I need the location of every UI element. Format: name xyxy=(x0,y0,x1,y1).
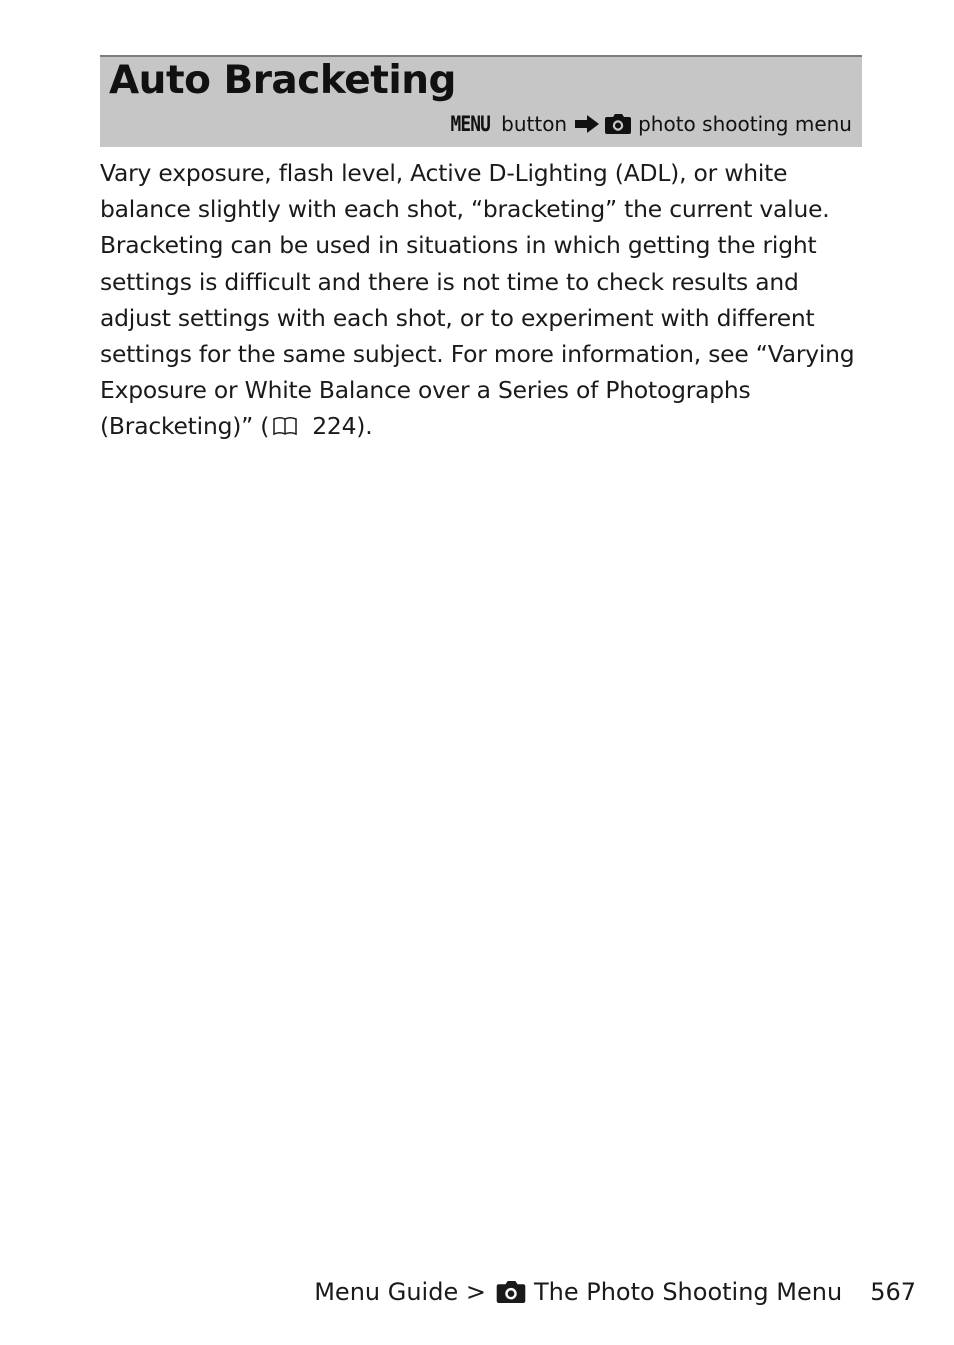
camera-icon xyxy=(496,1281,526,1303)
page-reference-link[interactable]: 224 xyxy=(312,412,357,441)
footer-section: Menu Guide > xyxy=(314,1278,486,1306)
menu-path xyxy=(447,111,852,137)
camera-icon xyxy=(605,114,631,134)
menu-button-label: MENU xyxy=(450,112,490,136)
body-paragraph xyxy=(100,155,870,445)
page-title: Auto Bracketing xyxy=(109,58,456,103)
menu-path-button-text: button xyxy=(501,112,568,136)
footer xyxy=(314,1274,916,1310)
arrow-right-icon xyxy=(575,115,599,133)
menu-path-menu-text: photo shooting menu xyxy=(638,112,852,136)
footer-chapter: The Photo Shooting Menu xyxy=(533,1278,843,1306)
paragraph-text: Vary exposure, flash level, Active D-Lighting (ADL), or white balance slightly with each shot, “bracketing” the current value. Bracketing can be used in situations in which getting the right settings is difficult and there is not time to check results and adjust settings with each shot, or to experiment with different settings for the same subject. For more information, see “Varying Exposure or White Balance over a Series of Photographs (Bracketing)” ( xyxy=(100,159,855,441)
header-band xyxy=(100,55,862,147)
page-number: 567 xyxy=(870,1278,916,1306)
paragraph-end: ). xyxy=(356,412,373,441)
book-icon xyxy=(272,416,298,436)
